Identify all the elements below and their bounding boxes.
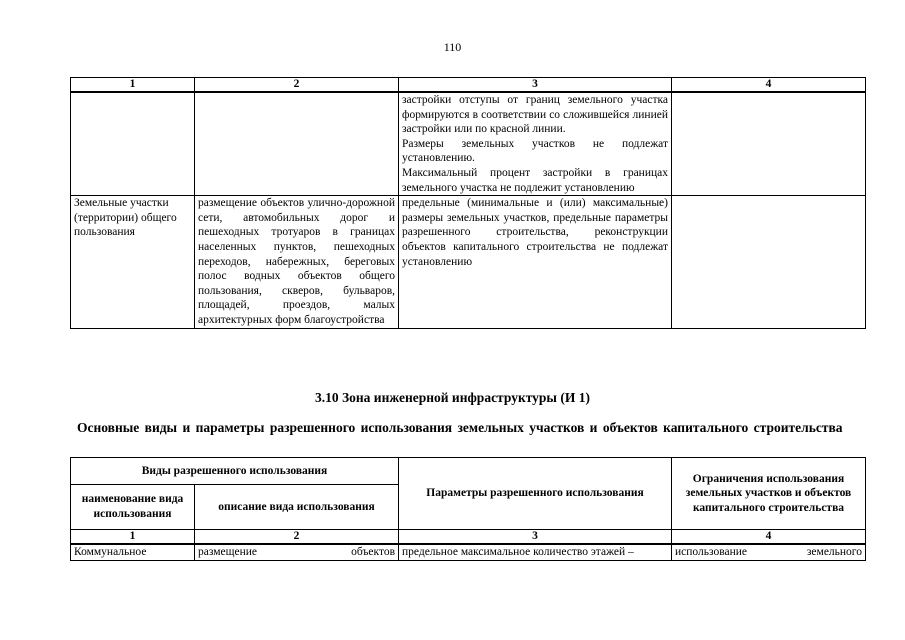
column-number-4: 4 (672, 78, 866, 93)
header-types-group: Виды разрешенного использования (71, 458, 399, 485)
header-restrictions: Ограничения использования земельных участков и объектов капитального строительства (672, 458, 866, 530)
section-heading: 3.10 Зона инженерной инфраструктуры (И 1) (315, 390, 590, 405)
header-use-name: наименование вида использования (71, 485, 195, 530)
parameters-paragraph: Максимальный процент застройки в границах земельного участка не подлежит установлению (402, 166, 668, 194)
column-number-4: 4 (672, 530, 866, 545)
cell-restrictions: использование земельного (672, 544, 866, 560)
cell-use-name (71, 92, 195, 196)
cell-restrictions (672, 196, 866, 328)
table-row (71, 196, 866, 328)
zone-i1-parameters-table (70, 457, 866, 561)
cell-use-description: размещение объектов улично-дорожной сети, автомобильных дорог и пешеходных тротуаров в границах населенных пунктов, пешеходных переходов, набережных, береговых полос водных объектов общего пользования, скверов, бульваров, площадей, проездов, малых архитектурных форм благоустройства (195, 196, 399, 328)
main-heading: Основные виды и параметры разрешенного использования земельных участков и объектов капитального строительства (77, 420, 843, 435)
column-number-3: 3 (399, 530, 672, 545)
table-row (71, 544, 866, 560)
cell-restrictions (672, 92, 866, 196)
header-use-description: описание вида использования (195, 485, 399, 530)
column-number-1: 1 (71, 78, 195, 93)
cell-use-description (195, 92, 399, 196)
column-number-row (71, 530, 866, 545)
header-row (71, 458, 866, 485)
parameters-paragraph: Размеры земельных участков не подлежат установлению. (402, 137, 668, 165)
cell-parameters: предельные (минимальные и (или) максимальные) размеры земельных участков, предельные параметры разрешенного строительства, реконструкции объектов капитального строительства не подлежат установлению (399, 196, 672, 328)
column-number-2: 2 (195, 78, 399, 93)
column-number-1: 1 (71, 530, 195, 545)
cell-use-name: Коммунальное (71, 544, 195, 560)
cell-use-name: Земельные участки (территории) общего пользования (71, 196, 195, 328)
cell-use-description: размещение объектов (195, 544, 399, 560)
zone-parameters-table-continued (70, 77, 866, 329)
page-number: 110 (443, 40, 462, 54)
parameters-paragraph: застройки отступы от границ земельного участка формируются в соответствии со сложившейся линией застройки или по красной линии. (402, 94, 668, 136)
cell-parameters (399, 92, 672, 196)
cell-parameters: предельное максимальное количество этажей – (399, 544, 672, 560)
table-row (71, 92, 866, 196)
column-number-row (71, 78, 866, 93)
header-parameters: Параметры разрешенного использования (399, 458, 672, 530)
column-number-2: 2 (195, 530, 399, 545)
column-number-3: 3 (399, 78, 672, 93)
